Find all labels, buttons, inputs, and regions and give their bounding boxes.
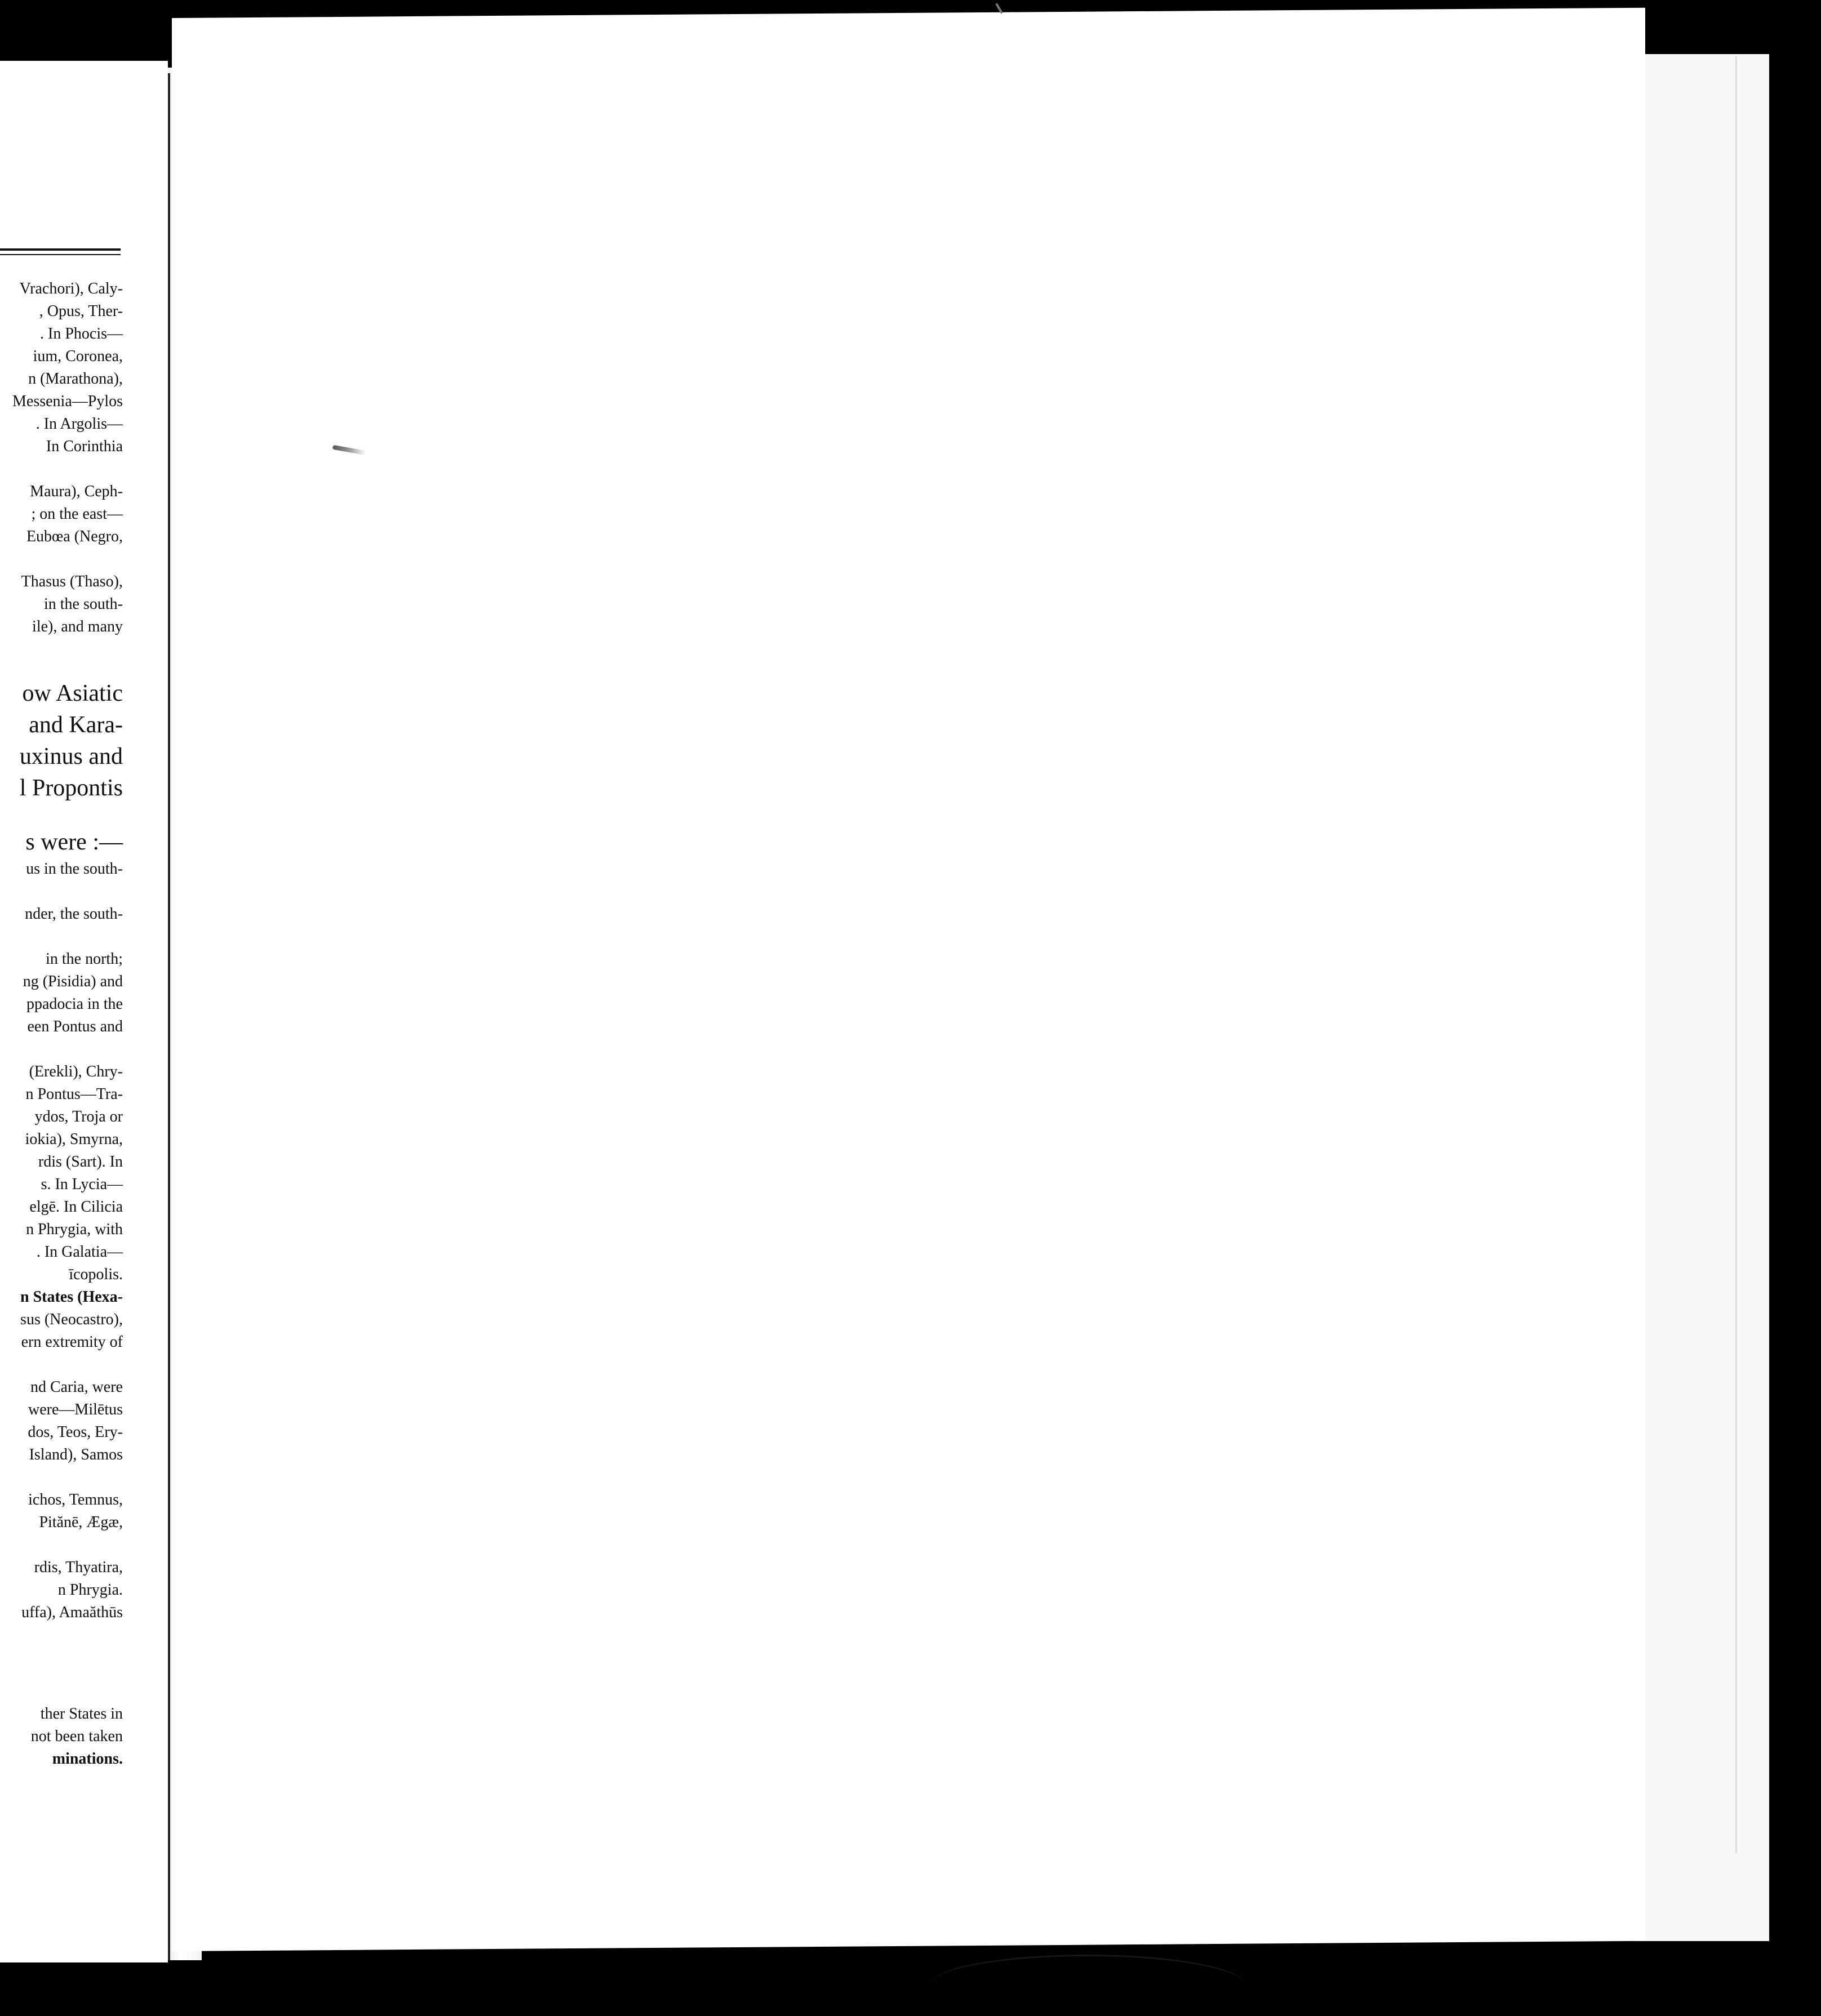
text-line: Vrachori), Caly- xyxy=(19,280,123,297)
text-line: n States (Hexa- xyxy=(20,1288,123,1306)
text-line: not been taken xyxy=(30,1728,123,1745)
text-line: Thasus (Thaso), xyxy=(21,573,123,590)
left-page-fragment xyxy=(0,61,168,1962)
section-rule xyxy=(0,248,121,251)
line-gap xyxy=(0,880,123,903)
line-gap xyxy=(0,638,123,678)
text-line: ium, Coronea, xyxy=(33,348,123,365)
page-crease xyxy=(930,1955,1245,2016)
text-line: ppadocia in the xyxy=(26,995,123,1013)
text-line: . In Phocis— xyxy=(40,325,123,342)
line-gap xyxy=(0,1534,123,1556)
gutter-edge xyxy=(168,73,170,1960)
text-line: n (Marathona), xyxy=(28,370,123,388)
text-line: l Propontis xyxy=(19,775,123,801)
text-line: ile), and many xyxy=(32,618,123,635)
text-line: , Opus, Ther- xyxy=(39,302,123,320)
underlying-page-edge xyxy=(1634,54,1769,1941)
text-line: (Erekli), Chry- xyxy=(29,1063,123,1080)
line-gap xyxy=(0,458,123,480)
text-line: n Phrygia, with xyxy=(26,1221,123,1238)
text-line: Messenia—Pylos xyxy=(12,393,123,410)
text-line: sus (Neocastro), xyxy=(20,1311,123,1328)
text-line: een Pontus and xyxy=(27,1018,123,1035)
text-line: minations. xyxy=(52,1750,123,1768)
text-line: dos, Teos, Ery- xyxy=(28,1423,123,1441)
text-line: ng (Pisidia) and xyxy=(23,973,123,990)
text-line: In Corinthia xyxy=(46,438,123,455)
line-gap xyxy=(0,1624,123,1663)
line-gap xyxy=(0,804,123,826)
text-line: uxinus and xyxy=(19,744,123,769)
text-line: nd Caria, were xyxy=(30,1378,123,1396)
text-line: ydos, Troja or xyxy=(34,1108,123,1125)
text-line: nder, the south- xyxy=(25,905,123,923)
text-line: ther States in xyxy=(40,1705,123,1723)
text-line: ichos, Temnus, xyxy=(28,1491,123,1508)
text-line: . In Argolis— xyxy=(35,415,123,433)
text-line: us in the south- xyxy=(26,860,123,878)
text-line: Eubœa (Negro, xyxy=(26,528,123,545)
text-line: s were :— xyxy=(25,829,123,855)
line-gap xyxy=(0,1354,123,1376)
text-line: elgē. In Cilicia xyxy=(29,1198,123,1216)
text-line: Maura), Ceph- xyxy=(30,483,123,500)
text-line: rdis, Thyatira, xyxy=(34,1559,123,1576)
text-line: in the north; xyxy=(46,950,123,968)
text-line: rdis (Sart). In xyxy=(38,1153,123,1171)
text-line: . In Galatia— xyxy=(36,1243,123,1261)
left-page-text xyxy=(0,278,123,1770)
page-fold-edge xyxy=(1735,56,1737,1853)
right-blank-page xyxy=(172,8,1645,1951)
line-gap xyxy=(0,925,123,948)
text-line: Pitănē, Ægæ, xyxy=(39,1514,123,1531)
text-line: n Phrygia. xyxy=(57,1581,123,1599)
text-line: iokia), Smyrna, xyxy=(25,1131,123,1148)
line-gap xyxy=(0,1038,123,1061)
text-line: ow Asiatic xyxy=(22,680,123,706)
text-line: in the south- xyxy=(44,595,123,613)
text-line: ; on the east— xyxy=(31,505,123,523)
text-line: s. In Lycia— xyxy=(41,1176,123,1193)
text-line: Island), Samos xyxy=(29,1446,123,1463)
text-line: uffa), Amaăthūs xyxy=(21,1604,123,1621)
section-rule-thin xyxy=(0,254,121,255)
text-line: and Kara- xyxy=(29,712,123,738)
line-gap xyxy=(0,1663,123,1703)
text-line: ern extremity of xyxy=(21,1333,123,1351)
text-line: were—Milētus xyxy=(28,1401,123,1418)
line-gap xyxy=(0,1466,123,1489)
text-line: īcopolis. xyxy=(69,1266,123,1283)
line-gap xyxy=(0,548,123,571)
text-line: n Pontus—Tra- xyxy=(25,1085,123,1103)
